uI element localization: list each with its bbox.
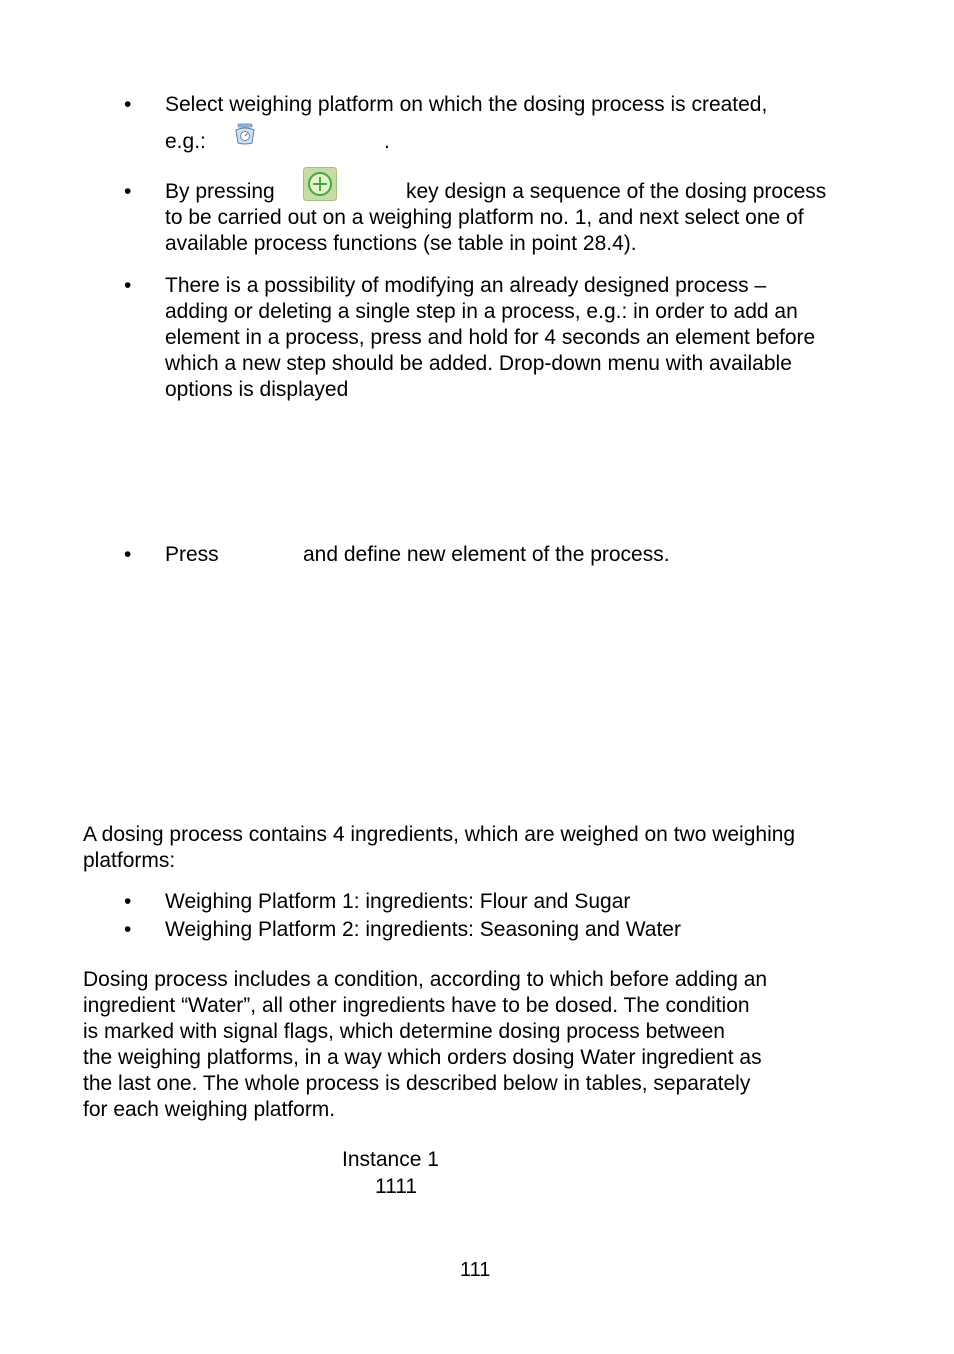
- bullet-dot: •: [124, 890, 132, 913]
- bullet-4-suffix: and define new element of the process.: [303, 543, 670, 566]
- condition-line-5: the last one. The whole process is described below in tables, separately: [83, 1072, 751, 1095]
- bullet-1-line-1: Select weighing platform on which the dosing process is created,: [165, 93, 768, 116]
- bullet-dot: •: [124, 274, 132, 297]
- page-number: 111: [460, 1259, 491, 1281]
- condition-line-3: is marked with signal flags, which determine dosing process between: [83, 1020, 725, 1043]
- bullet-2-prefix: By pressing: [165, 180, 275, 203]
- bullet-3-line-5: options is displayed: [165, 378, 349, 401]
- bullet-2-line-1: key design a sequence of the dosing process: [406, 180, 827, 203]
- add-circle-icon: [303, 167, 337, 201]
- platform-2-item: Weighing Platform 2: ingredients: Seasoning and Water: [165, 918, 681, 941]
- condition-line-6: for each weighing platform.: [83, 1098, 336, 1121]
- bullet-3-line-4: which a new step should be added. Drop-down menu with available: [165, 352, 792, 375]
- bullet-3-line-3: element in a process, press and hold for 4 seconds an element before: [165, 326, 816, 349]
- instance-label: Instance 1: [342, 1148, 439, 1171]
- platform-1-item: Weighing Platform 1: ingredients: Flour and Sugar: [165, 890, 631, 913]
- condition-line-2: ingredient “Water”, all other ingredients have to be dosed. The condition: [83, 994, 750, 1017]
- bullet-3-line-1: There is a possibility of modifying an already designed process –: [165, 274, 767, 297]
- instance-number: 1111: [375, 1175, 418, 1198]
- bullet-dot: •: [124, 180, 132, 203]
- intro-line-1: A dosing process contains 4 ingredients, which are weighed on two weighing: [83, 823, 796, 846]
- bullet-dot: •: [124, 918, 132, 941]
- condition-line-1: Dosing process includes a condition, according to which before adding an: [83, 968, 768, 991]
- bullet-3-line-2: adding or deleting a single step in a process, e.g.: in order to add an: [165, 300, 798, 323]
- condition-line-4: the weighing platforms, in a way which orders dosing Water ingredient as: [83, 1046, 762, 1069]
- bullet-1-eg: e.g.:: [165, 130, 206, 153]
- bullet-2-line-3: available process functions (se table in point 28.4).: [165, 232, 637, 255]
- bullet-dot: •: [124, 543, 132, 566]
- intro-line-2: platforms:: [83, 849, 176, 872]
- bullet-dot: •: [124, 93, 132, 116]
- weighing-scale-icon: [232, 122, 258, 146]
- bullet-1-period: .: [384, 130, 390, 153]
- bullet-4-prefix: Press: [165, 543, 219, 566]
- bullet-2-line-2: to be carried out on a weighing platform no. 1, and next select one of: [165, 206, 804, 229]
